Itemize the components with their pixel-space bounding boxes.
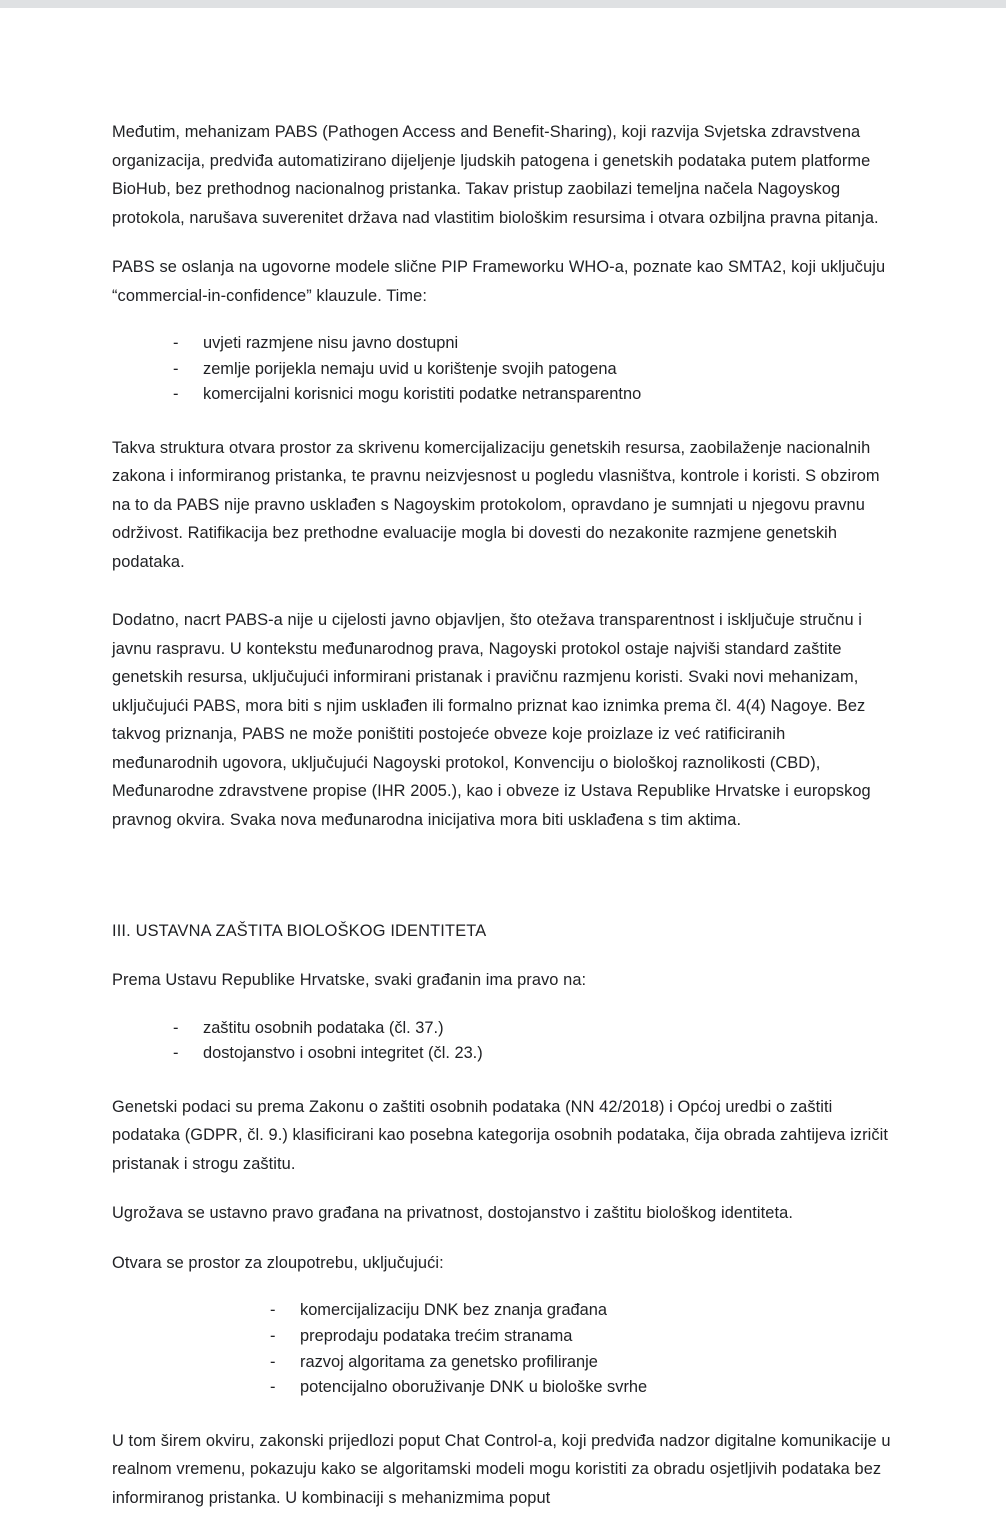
paragraph-ugrozava: Ugrožava se ustavno pravo građana na privatnost, dostojanstvo i zaštitu biološkog identiteta. [112, 1204, 793, 1223]
section-heading-iii: III. USTAVNA ZAŠTITA BIOLOŠKOG IDENTITETA [112, 922, 487, 941]
list-abuse-risks [112, 1298, 894, 1400]
bullet-dash-icon: - [173, 1044, 179, 1063]
list-item [112, 1041, 894, 1067]
list-item [112, 1324, 894, 1350]
paragraph-zloupotreba: Otvara se prostor za zloupotrebu, uključujući: [112, 1253, 444, 1272]
list-item-label: zemlje porijekla nemaju uvid u korištenje svojih patogena [203, 359, 617, 378]
paragraph-chat-control: U tom širem okviru, zakonski prijedlozi poput Chat Control-a, koji predviđa nadzor digitalne komunikacije u realnom vremenu, pokazuju kako se algoritamski modeli mogu koristiti za obradu osjetljivih podataka bez informiranog pristanka. U kombinaciji s mehanizmima poput [112, 1431, 891, 1507]
paragraph-dodatno: Dodatno, nacrt PABS-a nije u cijelosti javno objavljen, što otežava transparentnost i isključuje stručnu i javnu raspravu. U kontekstu međunarodnog prava, Nagoyski protokol ostaje najviši standard zaštite genetskih resursa, uključujući informirani pristanak i pravičnu razmjenu koristi. Svaki novi mehanizam, uključujući PABS, mora biti s njim usklađen ili formalno priznat kao iznimka prema čl. 4(4) Nagoye. Bez takvog priznanja, PABS ne može poništiti postojeće obveze koje proizlaze iz već ratificiranih međunarodnih ugovora, uključujući Nagoyski protokol, Konvenciju o biološkoj raznolikosti (CBD), Međunarodne zdravstvene propise (IHR 2005.), kao i obveze iz Ustava Republike Hrvatske i europskog pravnog okvira. Svaka nova međunarodna inicijativa mora biti usklađena s tim aktima. [112, 611, 871, 829]
list-item [112, 1298, 894, 1324]
list-item-label: razvoj algoritama za genetsko profiliranje [300, 1352, 598, 1371]
list-item-label: komercijalizaciju DNK bez znanja građana [300, 1301, 608, 1320]
paragraph-spacer [112, 597, 894, 606]
page-top-strip [0, 0, 1006, 8]
list-item [112, 382, 894, 408]
list-item [112, 331, 894, 357]
list-constitutional-rights [112, 1016, 894, 1067]
list-item [112, 1350, 894, 1376]
list-item-label: komercijalni korisnici mogu koristiti podatke netransparentno [203, 385, 642, 404]
bullet-dash-icon: - [270, 1378, 276, 1397]
list-item-label: zaštitu osobnih podataka (čl. 37.) [203, 1018, 444, 1037]
list-item-label: potencijalno oboruživanje DNK u biološke svrhe [300, 1378, 648, 1397]
bullet-dash-icon: - [173, 359, 179, 378]
bullet-dash-icon: - [173, 1018, 179, 1037]
paragraph-ustav: Prema Ustavu Republike Hrvatske, svaki građanin ima pravo na: [112, 971, 587, 990]
bullet-dash-icon: - [173, 385, 179, 404]
document-body [112, 118, 894, 1533]
list-item [112, 1016, 894, 1042]
bullet-dash-icon: - [270, 1352, 276, 1371]
list-smta2-consequences [112, 331, 894, 408]
bullet-dash-icon: - [270, 1327, 276, 1346]
bullet-dash-icon: - [173, 334, 179, 352]
paragraph-pabs-intro: Međutim, mehanizam PABS (Pathogen Access and Benefit-Sharing), koji razvija Svjetska zdravstvena organizacija, predviđa automatizirano dijeljenje ljudskih patogena i genetskih podataka putem platforme BioHub, bez prethodnog nacionalnog pristanka. Takav pristup zaobilazi temeljna načela Nagoyskog protokola, narušava suverenitet država nad vlastitim biološkim resursima i otvara ozbiljna pravna pitanja. [112, 123, 879, 227]
paragraph-struktura: Takva struktura otvara prostor za skrivenu komercijalizaciju genetskih resursa, zaobilaženje nacionalnih zakona i informiranog pristanka, te pravnu neizvjesnost u pogledu vlasništva, kontrole i koristi. S obzirom na to da PABS nije pravno usklađen s Nagoyskim protokolom, opravdano je sumnjati u njegovu pravnu održivost. Ratifikacija bez prethodne evaluacije mogla bi dovesti do nezakonite razmjene genetskih podataka. [112, 438, 880, 571]
paragraph-smta2: PABS se oslanja na ugovorne modele slične PIP Frameworku WHO-a, poznate kao SMTA2, koji uključuju “commercial-in-confidence” klauzule. Time: [112, 258, 886, 305]
list-item-label: dostojanstvo i osobni integritet (čl. 23.) [203, 1044, 483, 1063]
section-gap [112, 855, 894, 919]
list-item-label: uvjeti razmjene nisu javno dostupni [203, 334, 459, 352]
bullet-dash-icon: - [270, 1301, 276, 1320]
list-item-label: preprodaju podataka trećim stranama [300, 1327, 573, 1346]
list-item [112, 1375, 894, 1401]
list-item [112, 357, 894, 383]
paragraph-genetski-podaci: Genetski podaci su prema Zakonu o zaštiti osobnih podataka (NN 42/2018) i Općoj uredbi o zaštiti podataka (GDPR, čl. 9.) klasificirani kao posebna kategorija osobnih podataka, čija obrada zahtijeva izričit pristanak i strogu zaštitu. [112, 1097, 888, 1173]
